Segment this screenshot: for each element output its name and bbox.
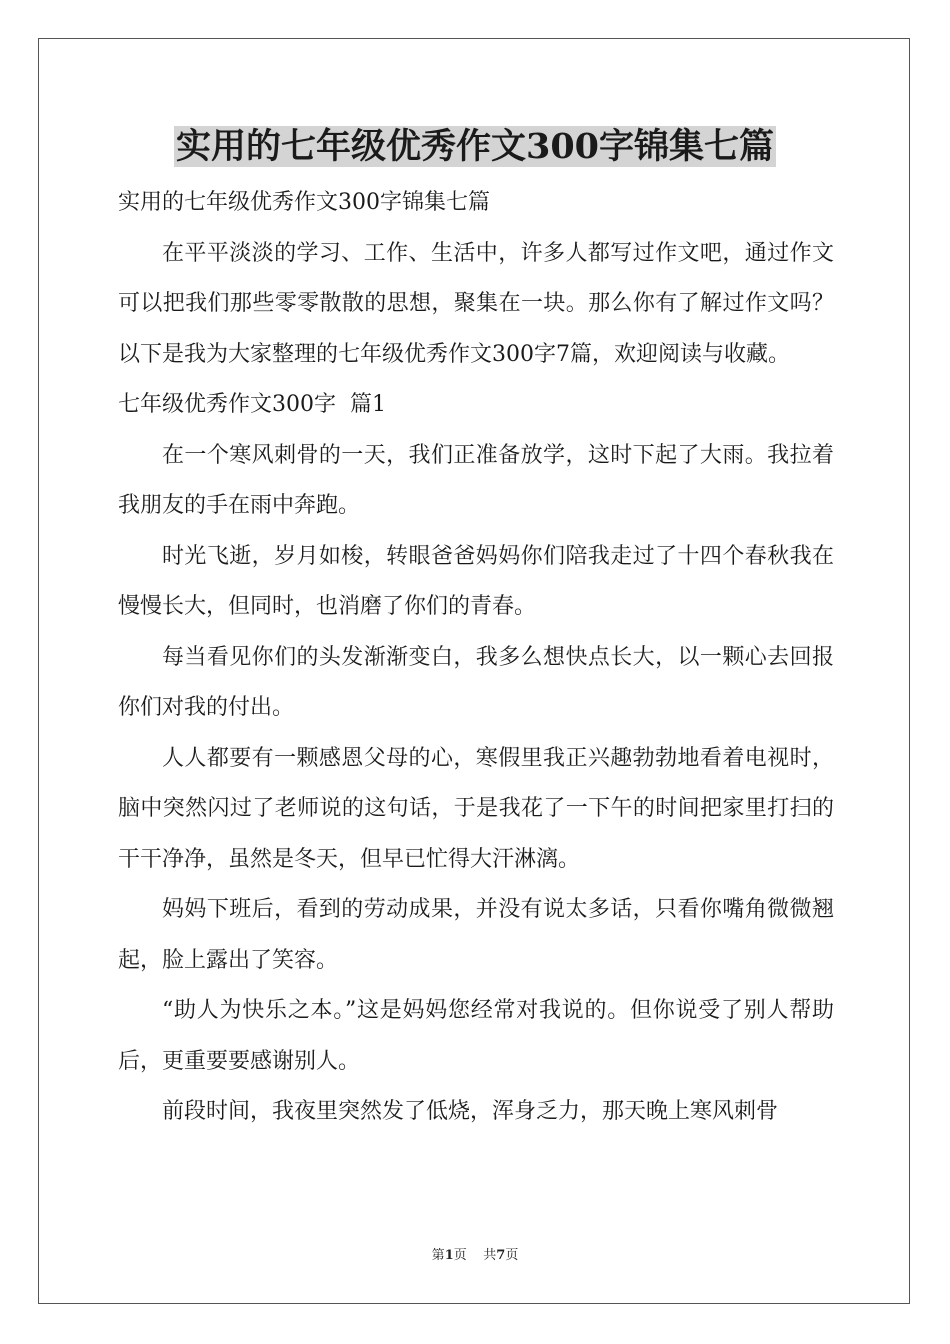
document-body bbox=[118, 178, 834, 1138]
body-paragraph: “助人为快乐之本。”这是妈妈您经常对我说的。但你说受了别人帮助后，更重要要感谢别人。 bbox=[118, 998, 834, 1074]
page-number-prefix: 第 bbox=[431, 1248, 445, 1263]
page-number-mid: 页 共 bbox=[453, 1248, 497, 1263]
page-number-total: 7 bbox=[496, 1248, 506, 1263]
body-paragraph: 在一个寒风刺骨的一天，我们正准备放学，这时下起了大雨。我拉着我朋友的手在雨中奔跑。 bbox=[118, 442, 834, 518]
document-subtitle: 实用的七年级优秀作文300字锦集七篇 bbox=[118, 190, 490, 215]
page-number-suffix: 页 bbox=[505, 1248, 519, 1263]
body-paragraph: 人人都要有一颗感恩父母的心，寒假里我正兴趣勃勃地看着电视时，脑中突然闪过了老师说的这句话，于是我花了一下午的时间把家里打扫的干干净净，虽然是冬天，但早已忙得大汗淋漓。 bbox=[118, 745, 834, 872]
body-paragraph: 妈妈下班后，看到的劳动成果，并没有说太多话，只看你嘴角微微翘起，脸上露出了笑容。 bbox=[118, 897, 834, 973]
body-paragraph: 每当看见你们的头发渐渐变白，我多么想快点长大，以一颗心去回报你们对我的付出。 bbox=[118, 644, 834, 720]
body-paragraph: 前段时间，我夜里突然发了低烧，浑身乏力，那天晚上寒风刺骨 bbox=[162, 1099, 779, 1124]
page-number-current: 1 bbox=[444, 1248, 454, 1263]
body-paragraph: 时光飞逝，岁月如梭，转眼爸爸妈妈你们陪我走过了十四个春秋我在慢慢长大，但同时，也消磨了你们的青春。 bbox=[118, 543, 834, 619]
intro-paragraph: 在平平淡淡的学习、工作、生活中，许多人都写过作文吧，通过作文可以把我们那些零零散散的思想，聚集在一块。那么你有了解过作文吗？以下是我为大家整理的七年级优秀作文300字7篇，欢迎阅读与收藏。 bbox=[118, 240, 834, 367]
document-title bbox=[0, 124, 950, 170]
section-heading: 七年级优秀作文300字 篇1 bbox=[118, 392, 386, 417]
page-footer bbox=[0, 1247, 950, 1265]
document-title-text: 实用的七年级优秀作文300字锦集七篇 bbox=[175, 126, 775, 167]
